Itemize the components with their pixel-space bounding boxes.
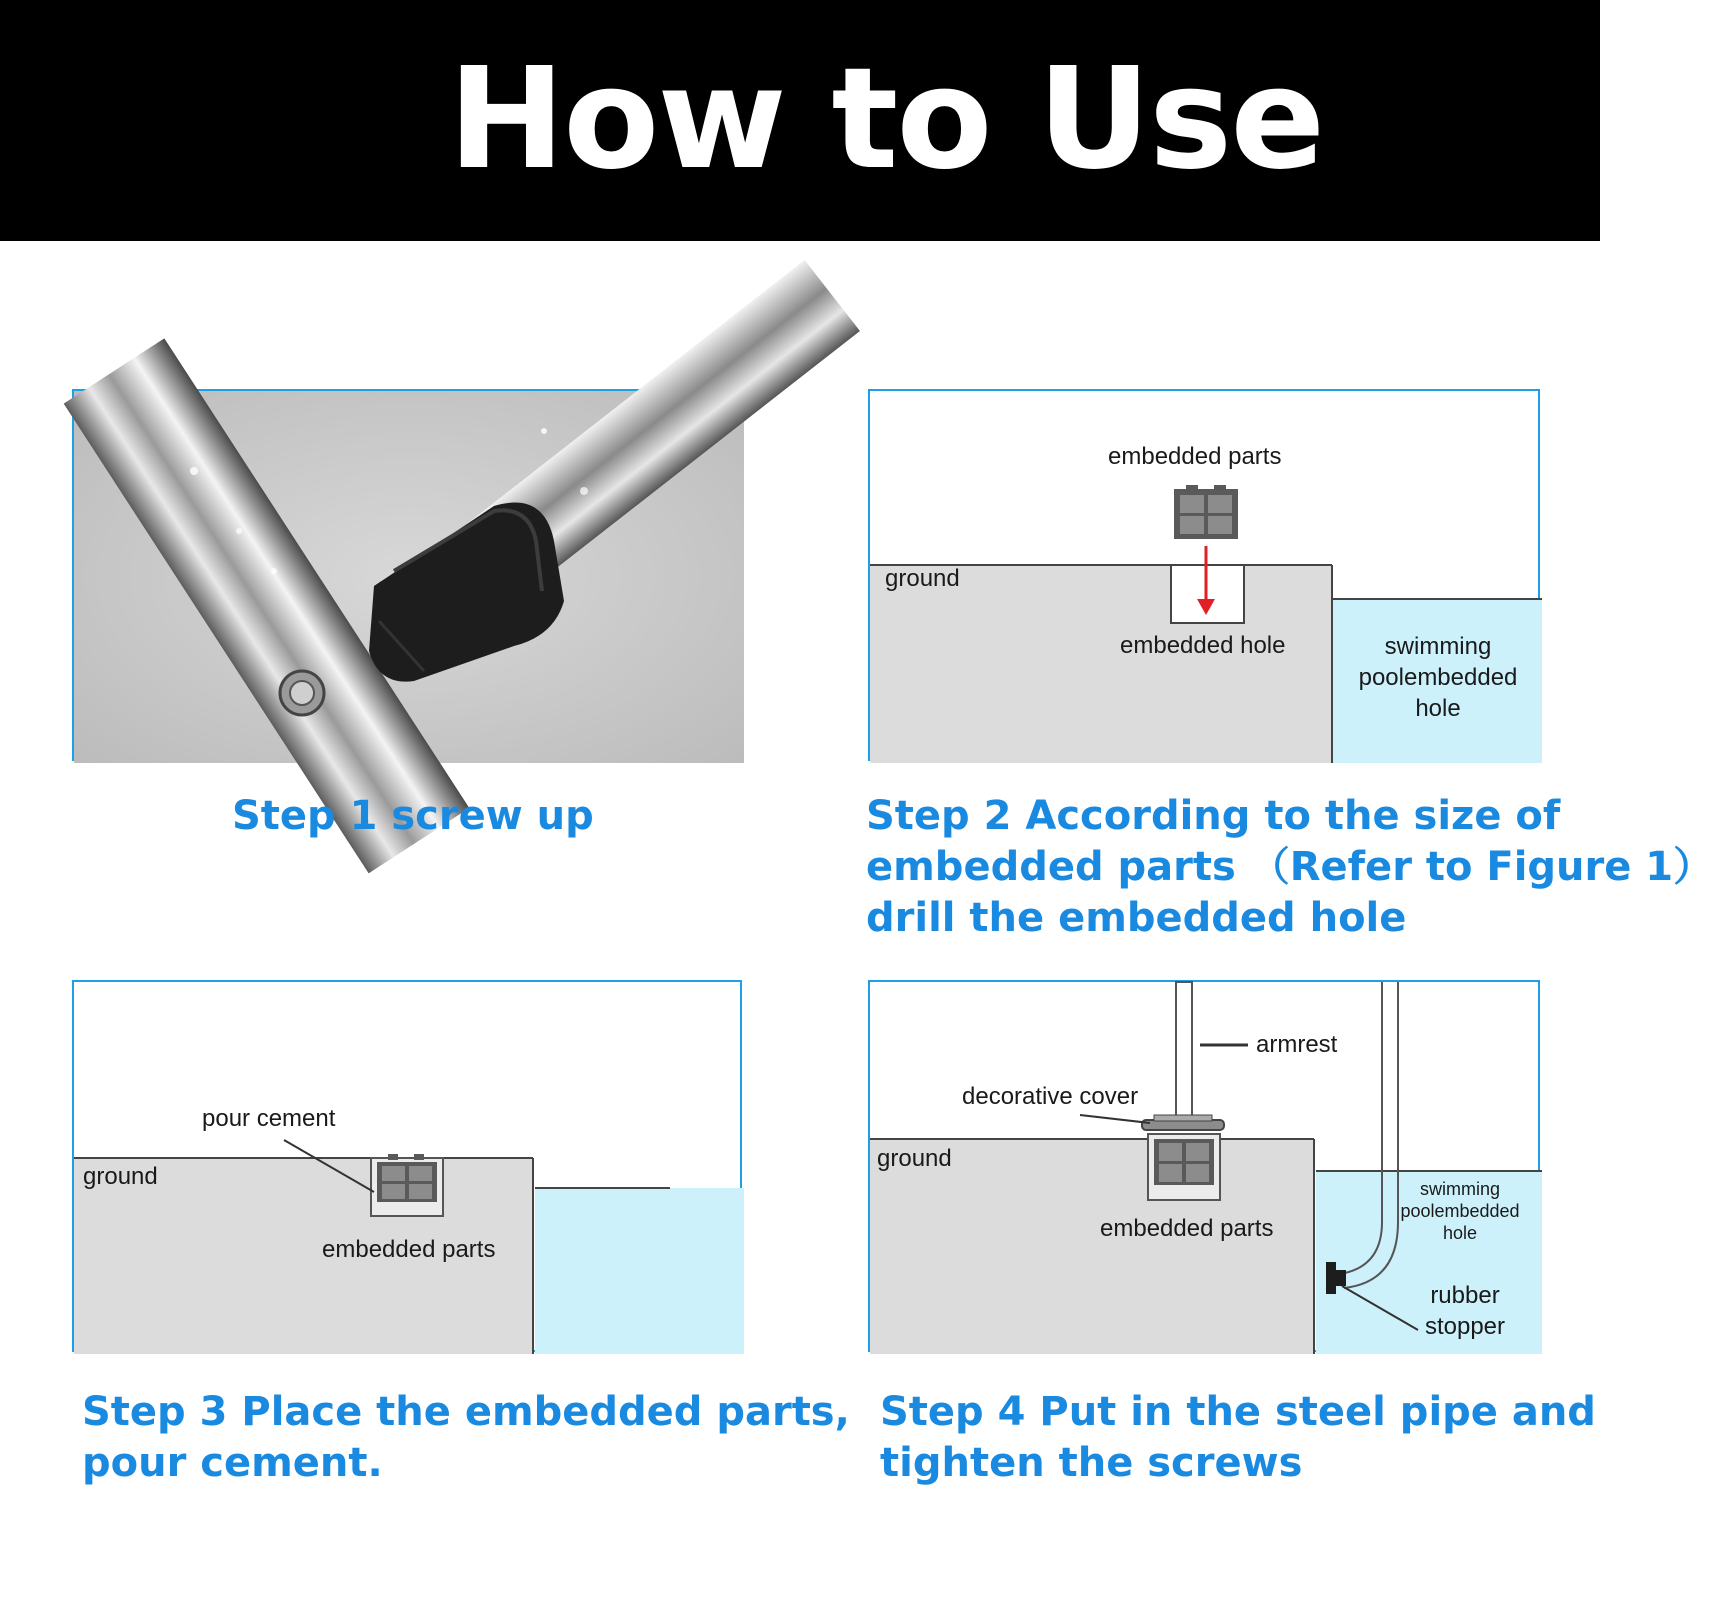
step3-caption xyxy=(82,1387,850,1489)
label-rubber-stopper: rubber stopper xyxy=(1424,1282,1506,1340)
label-embedded-parts: embedded parts xyxy=(322,1236,496,1263)
caption-line: tighten the screws xyxy=(880,1440,1303,1486)
label-pour-cement: pour cement xyxy=(202,1105,336,1132)
caption-line: Step 2 According to the size of xyxy=(866,793,1561,839)
caption-line: Step 1 screw up xyxy=(232,793,594,839)
embedded-part-icon xyxy=(1174,485,1238,539)
page-title: How to Use xyxy=(448,38,1324,201)
decorative-cover-icon xyxy=(1142,1115,1224,1130)
caption-line: Step 3 Place the embedded parts, xyxy=(82,1389,850,1435)
step4-diagram xyxy=(868,980,1540,1352)
label-decorative-cover: decorative cover xyxy=(962,1083,1139,1110)
step2-caption xyxy=(866,791,1713,944)
label-embedded-parts: embedded parts xyxy=(1108,443,1282,470)
caption-line: drill the embedded hole xyxy=(866,895,1407,941)
label-pool: swimming poolembedded hole xyxy=(1358,633,1518,722)
label-ground: ground xyxy=(885,565,960,592)
embedded-part-icon xyxy=(1148,1134,1220,1200)
caption-line: embedded parts （Refer to Figure 1） xyxy=(866,844,1713,890)
step3-drawing xyxy=(74,982,744,1354)
step2-diagram xyxy=(868,389,1540,761)
label-embedded-parts: embedded parts xyxy=(1100,1215,1274,1242)
step1-caption xyxy=(232,791,594,842)
step3-diagram xyxy=(72,980,742,1352)
label-embedded-hole: embedded hole xyxy=(1120,632,1286,659)
embedded-part-icon xyxy=(371,1154,443,1216)
title-banner xyxy=(0,0,1600,241)
label-ground: ground xyxy=(877,1145,952,1172)
label-ground: ground xyxy=(83,1163,158,1190)
caption-line: pour cement. xyxy=(82,1440,383,1486)
label-pool: swimming poolembedded hole xyxy=(1400,1179,1520,1243)
step1-photo xyxy=(72,389,742,761)
caption-line: Step 4 Put in the steel pipe and xyxy=(880,1389,1596,1435)
label-armrest: armrest xyxy=(1256,1031,1338,1058)
step4-caption xyxy=(880,1387,1596,1489)
ladder-rail-illustration xyxy=(74,391,744,763)
